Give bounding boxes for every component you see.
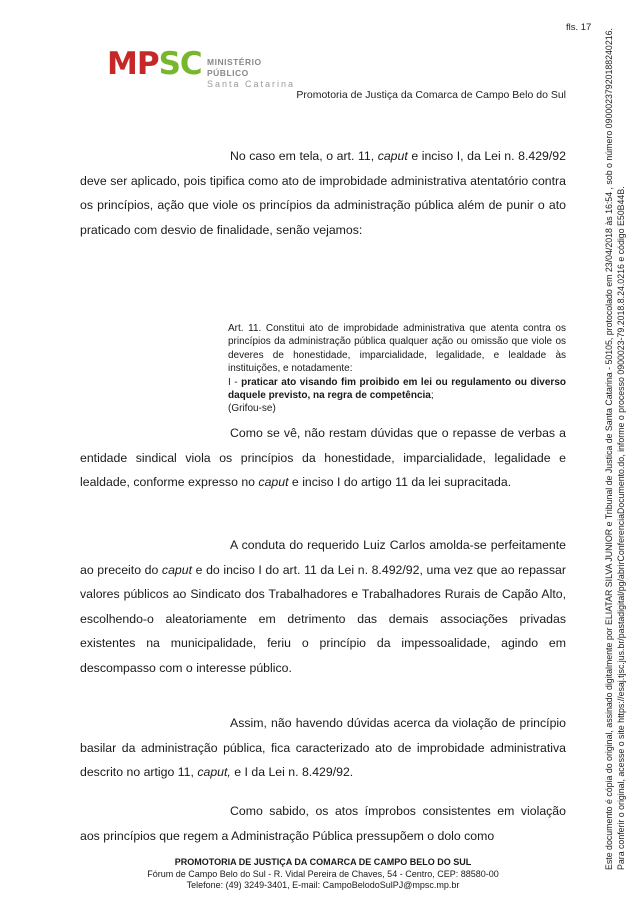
footer-address: Fórum de Campo Belo do Sul - R. Vidal Pereira de Chaves, 54 - Centro, CEP: 88580-00: [147, 868, 499, 879]
stamp-line-2: Para conferir o original, acesse o site https://esaj.tjsc.jus.br/pastadigital/pg/abrirConferenciaDocumento.do, informe o processo 0900023-79.2018.8.24.0216 e código E50B44B.: [616, 186, 626, 870]
digital-signature-stamp: [600, 28, 630, 870]
footer-contact: Telefone: (49) 3249-3401, E-mail: CampoBelodoSulPJ@mpsc.mp.br: [186, 880, 460, 890]
quote-text: Art. 11. Constitui ato de improbidade administrativa que atenta contra os princípios da administração pública qualquer ação ou omissão que viole os deveres de honestidade, imparcialidade, legalidade, e lealdade às instituições, e notadamente:: [228, 323, 566, 375]
logo-line1: MINISTÉRIO PÚBLICO: [207, 57, 262, 78]
page-number: fls. 17: [566, 22, 592, 33]
paragraph-3: A conduta do requerido Luiz Carlos amolda-se perfeitamente ao preceito do caput e do inciso I do art. 11 da Lei n. 8.492/92, uma vez que ao repassar valores públicos ao Sindicato dos Trabalhadores e Trabalhadores Rurais de Capão Alto, escolhendo-o aleatoriamente em detrimento das demais associações privadas existentes na municipalidade, feriu o princípio da impessoalidade, agindo em descompasso com o interesse público.: [80, 538, 566, 675]
footer-office: PROMOTORIA DE JUSTIÇA DA COMARCA DE CAMPO BELO DO SUL: [174, 857, 472, 867]
office-header: Promotoria de Justiça da Comarca de Campo Belo do Sul: [296, 89, 566, 101]
page-footer: [80, 857, 566, 892]
law-quote: Art. 11. Constitui ato de improbidade administrativa que atenta contra os princípios da administração pública qualquer ação ou omissão que viole os deveres de honestidade, imparcialidade, legalidade, e lealdade às instituições, e notadamente: I - praticar ato visando fim proibido em lei ou regulamento ou diverso daquele previsto, na regra de competência; (Grifou-se): [228, 323, 566, 415]
quote-emphasis: praticar ato visando fim proibido em lei ou regulamento ou diverso daquele previsto, na regra de competência: [228, 376, 566, 402]
logo-line2: Santa Catarina: [207, 79, 296, 89]
logo-text: [207, 57, 297, 90]
mpsc-logo: [107, 47, 297, 87]
stamp-line-1: Este documento é cópia do original, assinado digitalmente por ELIATAR SILVA JUNIOR e Tribunal de Justica de Santa Catarina - 50105, protocolado em 23/04/2018 às 16:54 , sob o número 09000237920188240216.: [604, 28, 614, 870]
logo-mark: MPSC: [107, 46, 202, 82]
paragraph-2: Como se vê, não restam dúvidas que o repasse de verbas a entidade sindical viola os princípios da honestidade, imparcialidade, legalidade e lealdade, conforme expresso no caput e inciso I do artigo 11 da lei supracitada.: [80, 426, 566, 489]
quote-note: (Grifou-se): [228, 403, 276, 415]
paragraph-5: Como sabido, os atos ímprobos consistentes em violação aos princípios que regem a Administração Pública pressupõem o dolo como: [80, 804, 566, 843]
paragraph-1: No caso em tela, o art. 11, caput e inciso I, da Lei n. 8.429/92 deve ser aplicado, pois tipifica como ato de improbidade administrativa atentatório contra os princípios, ação que viole os princípios da administração pública além de punir o ato praticado com desvio de finalidade, senão vejamos:: [80, 149, 566, 237]
paragraph-4: Assim, não havendo dúvidas acerca da violação de princípio basilar da administração pública, fica caracterizado ato de improbidade administrativa descrito no artigo 11, caput, e I da Lei n. 8.429/92.: [80, 716, 566, 779]
